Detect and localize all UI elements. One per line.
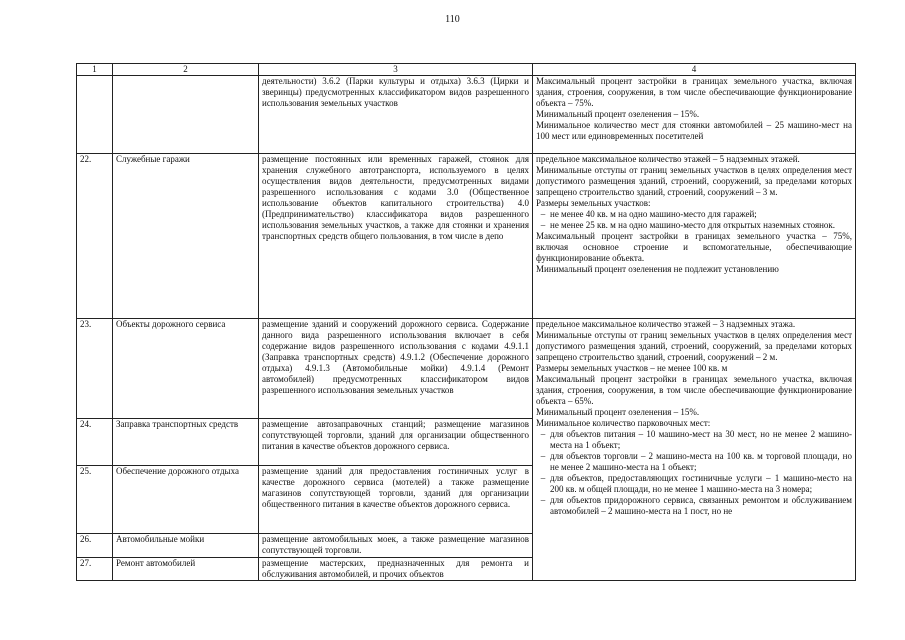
row-number: 27.: [77, 558, 113, 581]
use-description: размещение зданий для предоставления гостиничных услуг в качестве дорожного сервиса (мотелей) а также размещение магазинов сопутствующей торговли, зданий для организации общественного питания в качестве объектов дорожного сервиса.: [259, 466, 533, 534]
dash-bullet: –: [540, 451, 546, 461]
param-text: Минимальные отступы от границ земельных участков в целях определения мест допустимого размещения зданий, строений, сооружений, за пределами которых запрещено строительство зданий, строений, сооружений – 2 м.: [536, 330, 852, 362]
row-number: [77, 76, 113, 154]
header-cell: 2: [113, 64, 259, 76]
param-text: предельное максимальное количество этажей – 5 надземных этажей.: [536, 154, 800, 164]
row-number: 22.: [77, 154, 113, 319]
param-text: Минимальный процент озеленения не подлежит установлению: [536, 264, 779, 274]
use-description: размещение зданий и сооружений дорожного сервиса. Содержание данного вида разрешенного использования включает в себя содержание видов разрешенного использования с кодами 4.9.1.1 (Заправка транспортных средств) 4.9.1.2 (Обеспечение дорожного отдыха) 4.9.1.3 (Автомобильные мойки) 4.9.1.4 (Ремонт автомобилей) предусмотренных классификатором видов разрешенного использования земельных участков: [259, 319, 533, 419]
list-item-text: для объектов питания – 10 машино-мест на 30 мест, но не менее 2 машино-места на 1 объект;: [550, 429, 852, 450]
row-number: 25.: [77, 466, 113, 534]
header-cell: 3: [259, 64, 533, 76]
use-name: Автомобильные мойки: [113, 534, 259, 558]
parameters-cell: [533, 76, 856, 154]
param-text: Максимальный процент застройки в границах земельного участка, включая здания, строения, сооружения, в том числе обеспечивающие функционирование объекта – 75%.: [536, 76, 852, 108]
use-name: Ремонт автомобилей: [113, 558, 259, 581]
list-item: [536, 209, 852, 220]
header-cell: 1: [77, 64, 113, 76]
table-row: [77, 319, 856, 419]
dash-bullet: –: [540, 429, 546, 439]
list-item-text: для объектов торговли – 2 машино-места на 100 кв. м торговой площади, но не менее 2 машино-места на 1 объект;: [550, 451, 852, 472]
table-row: [77, 76, 856, 154]
header-cell: 4: [533, 64, 856, 76]
param-text: Минимальное количество мест для стоянки автомобилей – 25 машино-мест на 100 мест или единовременных посетителей: [536, 120, 852, 141]
row-number: 24.: [77, 419, 113, 466]
param-text: предельное максимальное количество этажей – 3 надземных этажа.: [536, 319, 796, 329]
list-item: [536, 495, 852, 517]
use-description: размещение автомобильных моек, а также размещение магазинов сопутствующей торговли.: [259, 534, 533, 558]
list-item-text: для объектов придорожного сервиса, связанных ремонтом и обслуживанием автомобилей – 2 машино-места на 1 пост, но не: [550, 495, 852, 516]
dash-bullet: –: [540, 220, 546, 230]
row-number: 26.: [77, 534, 113, 558]
use-name: Служебные гаражи: [113, 154, 259, 319]
param-text: Максимальный процент застройки в границах земельного участка – 75%, включая основное строение и вспомогательные, обеспечивающие функционирование объекта.: [536, 231, 852, 263]
param-text: Размеры земельных участков – не менее 100 кв. м: [536, 363, 728, 373]
use-description: размещение постоянных или временных гаражей, стоянок для хранения служебного автотранспорта, используемого в целях осуществления видов деятельности, предусмотренных видами разрешенного использования с кодами 3.0 (Общественное использование объектов капитального строительства) 4.0 (Предпринимательство) классификатора видов разрешенного использования земельных участков, а также для стоянки и хранения транспортных средств общего пользования, в том числе в депо: [259, 154, 533, 319]
use-name: Обеспечение дорожного отдыха: [113, 466, 259, 534]
param-text: Минимальный процент озеленения – 15%.: [536, 109, 700, 119]
list-item: [536, 220, 852, 231]
list-item-text: не менее 40 кв. м на одно машино-место для гаражей;: [550, 209, 757, 219]
parameters-cell: [533, 319, 856, 581]
param-text: Минимальный процент озеленения – 15%.: [536, 407, 700, 417]
use-name: [113, 76, 259, 154]
param-text: Минимальное количество парковочных мест:: [536, 418, 711, 428]
use-description: размещение мастерских, предназначенных для ремонта и обслуживания автомобилей, и прочих объектов: [259, 558, 533, 581]
row-number: 23.: [77, 319, 113, 419]
list-item: [536, 451, 852, 473]
use-name: Объекты дорожного сервиса: [113, 319, 259, 419]
dash-bullet: –: [540, 473, 546, 483]
param-text: Минимальные отступы от границ земельных участков в целях определения мест допустимого размещения зданий, строений, сооружений, за пределами которых запрещено строительство зданий, строений, сооружений – 3 м.: [536, 165, 852, 197]
param-text: Максимальный процент застройки в границах земельного участка, включая здания, строения, сооружения, в том числе обеспечивающие функционирование объекта – 65%.: [536, 374, 852, 406]
list-item-text: не менее 25 кв. м на одно машино-место для открытых наземных стоянок.: [550, 220, 836, 230]
parameters-cell: [533, 154, 856, 319]
use-description: деятельности) 3.6.2 (Парки культуры и отдыха) 3.6.3 (Цирки и зверинцы) предусмотренных классификатором видов разрешенного использования земельных участков: [259, 76, 533, 154]
land-use-table: [76, 63, 856, 581]
page-number: 110: [445, 14, 460, 25]
dash-bullet: –: [540, 495, 546, 505]
table-row: [77, 154, 856, 319]
use-name: Заправка транспортных средств: [113, 419, 259, 466]
table-header-row: [77, 64, 856, 76]
list-item: [536, 473, 852, 495]
dash-bullet: –: [540, 209, 546, 219]
list-item-text: для объектов, предоставляющих гостиничные услуги – 1 машино-место на 200 кв. м общей площади, но не менее 1 машино-места на 3 номера;: [550, 473, 852, 494]
param-text: Размеры земельных участков:: [536, 198, 651, 208]
list-item: [536, 429, 852, 451]
use-description: размещение автозаправочных станций; размещение магазинов сопутствующей торговли, зданий для организации общественного питания в качестве объектов дорожного сервиса.: [259, 419, 533, 466]
